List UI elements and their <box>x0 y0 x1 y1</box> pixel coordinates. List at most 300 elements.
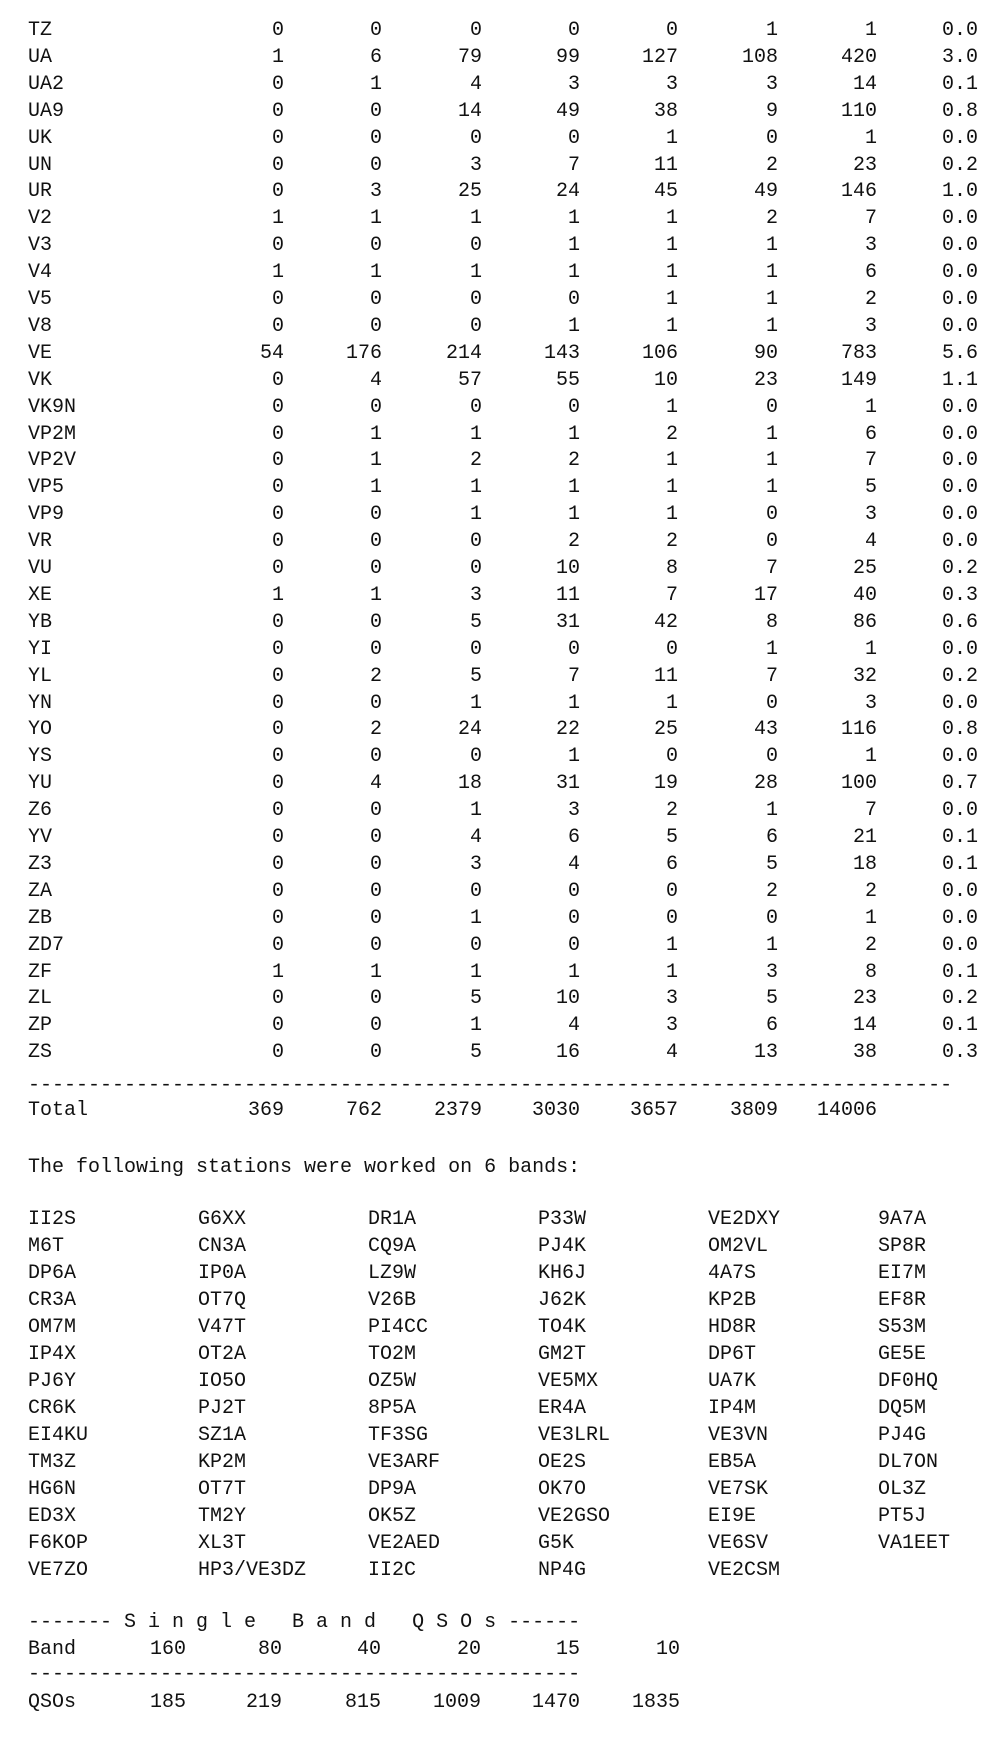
value-cell: 0 <box>271 718 284 742</box>
value-cell: 0 <box>369 852 382 876</box>
value-cell: 23 <box>753 368 778 392</box>
value-cell: 1 <box>864 126 877 150</box>
value-cell: 2 <box>665 799 678 823</box>
prefix-cell: VP5 <box>28 476 65 500</box>
value-cell: 3 <box>469 153 482 177</box>
value-cell: 0 <box>369 906 382 930</box>
callsign: II2C <box>368 1559 417 1582</box>
value-cell: 0 <box>271 476 284 500</box>
callsign: 4A7S <box>708 1262 757 1285</box>
value-cell: 10 <box>555 987 580 1011</box>
qsos-label: QSOs <box>28 1691 77 1714</box>
value-cell: 0.0 <box>941 503 978 527</box>
callsign: LZ9W <box>368 1262 417 1285</box>
callsign: PT5J <box>878 1505 927 1528</box>
prefix-cell: YS <box>28 745 53 769</box>
prefix-cell: Z6 <box>28 799 53 823</box>
value-cell: 23 <box>852 153 877 177</box>
value-cell: 2 <box>369 718 382 742</box>
callsign: DP6T <box>708 1343 757 1366</box>
table-row <box>0 368 1000 394</box>
value-cell: 10 <box>555 557 580 580</box>
value-cell: 0 <box>469 288 482 311</box>
value-cell: 1 <box>567 422 580 446</box>
callsign: ED3X <box>28 1505 77 1528</box>
value-cell: 420 <box>840 45 877 69</box>
value-cell: 1 <box>864 745 877 769</box>
value-cell: 0.0 <box>941 745 978 769</box>
prefix-cell: VP2V <box>28 449 77 473</box>
callsign: IP4M <box>708 1397 757 1420</box>
value-cell: 0 <box>369 1041 382 1065</box>
value-cell: 4 <box>469 826 482 849</box>
value-cell: 0 <box>567 637 580 661</box>
callsign: CR6K <box>28 1397 77 1420</box>
prefix-cell: ZP <box>28 1014 53 1038</box>
callsign: CQ9A <box>368 1235 417 1258</box>
value-cell: 0 <box>765 530 778 554</box>
band-value: 20 <box>456 1638 481 1661</box>
value-cell: 2 <box>864 933 877 957</box>
qsos-row <box>0 1690 1000 1716</box>
value-cell: 0 <box>765 691 778 715</box>
table-row <box>0 287 1000 313</box>
prefix-cell: ZA <box>28 879 53 903</box>
value-cell: 0 <box>369 637 382 661</box>
value-cell: 1 <box>765 637 778 661</box>
value-cell: 1 <box>271 583 284 607</box>
value-cell: 1.1 <box>941 368 978 392</box>
value-cell: 0.0 <box>941 476 978 500</box>
value-cell: 3 <box>864 234 877 258</box>
callsign: IO5O <box>198 1370 247 1393</box>
prefix-cell: YO <box>28 718 53 742</box>
value-cell: 3.0 <box>941 45 978 69</box>
value-cell: 127 <box>641 45 678 69</box>
band-value: 15 <box>555 1638 580 1661</box>
value-cell: 1 <box>665 126 678 150</box>
value-cell: 1 <box>469 207 482 231</box>
value-cell: 13 <box>753 1041 778 1065</box>
value-cell: 1 <box>765 314 778 338</box>
callsign: PJ4G <box>878 1424 927 1447</box>
prefix-cell: UR <box>28 180 53 204</box>
callsign: CN3A <box>198 1235 247 1258</box>
value-cell: 0 <box>369 799 382 823</box>
callsign: M6T <box>28 1235 65 1258</box>
callsign: DP9A <box>368 1478 417 1501</box>
callsign: SP8R <box>878 1235 927 1258</box>
table-row <box>0 852 1000 878</box>
value-cell: 1 <box>369 476 382 500</box>
table-row <box>0 960 1000 986</box>
value-cell: 16 <box>555 1041 580 1065</box>
value-cell: 6 <box>765 826 778 849</box>
value-cell: 1 <box>765 261 778 285</box>
value-cell: 0 <box>469 530 482 554</box>
six-band-heading: The following stations were worked on 6 bands: <box>28 1156 581 1179</box>
value-cell: 149 <box>840 368 877 392</box>
prefix-cell: UA9 <box>28 99 65 123</box>
table-row <box>0 583 1000 609</box>
value-cell: 0 <box>369 610 382 634</box>
value-cell: 7 <box>864 799 877 823</box>
value-cell: 0 <box>469 19 482 42</box>
value-cell: 0.0 <box>941 799 978 823</box>
callsign: EI9E <box>708 1505 757 1528</box>
callsign: OK5Z <box>368 1505 417 1528</box>
value-cell: 3 <box>567 799 580 823</box>
value-cell: 7 <box>864 449 877 473</box>
callsign: VE7SK <box>708 1478 769 1501</box>
value-cell: 7 <box>765 664 778 688</box>
prefix-cell: UA <box>28 45 53 69</box>
value-cell: 0.0 <box>941 126 978 150</box>
value-cell: 1 <box>765 422 778 446</box>
value-cell: 1 <box>665 288 678 311</box>
value-cell: 0 <box>271 19 284 42</box>
value-cell: 1 <box>665 476 678 500</box>
value-cell: 1 <box>469 503 482 527</box>
total-value: 3030 <box>531 1099 580 1122</box>
value-cell: 86 <box>852 610 877 634</box>
value-cell: 7 <box>864 207 877 231</box>
value-cell: 2 <box>665 530 678 554</box>
callsign: ER4A <box>538 1397 587 1420</box>
value-cell: 1 <box>864 395 877 419</box>
value-cell: 0.2 <box>941 153 978 177</box>
value-cell: 3 <box>469 583 482 607</box>
total-value: 2379 <box>433 1099 482 1122</box>
prefix-cell: ZD7 <box>28 933 65 957</box>
value-cell: 0.0 <box>941 879 978 903</box>
prefix-cell: ZF <box>28 960 53 984</box>
value-cell: 214 <box>445 341 482 365</box>
value-cell: 5.6 <box>941 341 978 365</box>
table-row <box>0 879 1000 905</box>
prefix-cell: ZB <box>28 906 53 930</box>
value-cell: 0 <box>469 745 482 769</box>
value-cell: 8 <box>665 557 678 580</box>
table-row <box>0 395 1000 421</box>
value-cell: 0.0 <box>941 449 978 473</box>
value-cell: 0 <box>665 906 678 930</box>
prefix-cell: V5 <box>28 288 53 311</box>
value-cell: 11 <box>653 153 678 177</box>
value-cell: 0 <box>765 395 778 419</box>
callsign: OZ5W <box>368 1370 417 1393</box>
value-cell: 1 <box>567 745 580 769</box>
value-cell: 3 <box>665 1014 678 1038</box>
callsign: EF8R <box>878 1289 927 1312</box>
value-cell: 11 <box>555 583 580 607</box>
total-value: 3809 <box>729 1099 778 1122</box>
value-cell: 0 <box>271 72 284 96</box>
value-cell: 18 <box>852 852 877 876</box>
value-cell: 0 <box>369 19 382 42</box>
callsign: TM3Z <box>28 1451 77 1474</box>
value-cell: 0 <box>665 19 678 42</box>
value-cell: 25 <box>457 180 482 204</box>
callsign: KH6J <box>538 1262 587 1285</box>
value-cell: 57 <box>457 368 482 392</box>
value-cell: 1 <box>765 288 778 311</box>
value-cell: 8 <box>864 960 877 984</box>
value-cell: 0 <box>665 637 678 661</box>
value-cell: 0 <box>271 637 284 661</box>
value-cell: 0 <box>271 826 284 849</box>
value-cell: 0 <box>271 799 284 823</box>
value-cell: 24 <box>457 718 482 742</box>
value-cell: 0.8 <box>941 99 978 123</box>
value-cell: 0 <box>369 557 382 580</box>
value-cell: 1 <box>665 234 678 258</box>
value-cell: 9 <box>765 99 778 123</box>
value-cell: 7 <box>567 153 580 177</box>
value-cell: 0 <box>271 745 284 769</box>
value-cell: 0 <box>369 691 382 715</box>
value-cell: 1 <box>567 960 580 984</box>
callsign: TM2Y <box>198 1505 247 1528</box>
value-cell: 1 <box>469 906 482 930</box>
value-cell: 38 <box>852 1041 877 1065</box>
callsign: VE2GSO <box>538 1505 611 1528</box>
prefix-cell: UA2 <box>28 72 65 96</box>
value-cell: 0 <box>567 126 580 150</box>
value-cell: 3 <box>765 72 778 96</box>
value-cell: 2 <box>469 449 482 473</box>
callsign: PJ4K <box>538 1235 587 1258</box>
qso-value: 815 <box>344 1691 381 1714</box>
value-cell: 1 <box>765 799 778 823</box>
value-cell: 43 <box>753 718 778 742</box>
callsign: NP4G <box>538 1559 587 1582</box>
value-cell: 2 <box>567 449 580 473</box>
table-row <box>0 664 1000 690</box>
callsign: G6XX <box>198 1208 247 1231</box>
value-cell: 0 <box>271 530 284 554</box>
prefix-cell: VK <box>28 368 53 392</box>
total-value: 14006 <box>816 1099 877 1122</box>
value-cell: 146 <box>840 180 877 204</box>
prefix-cell: ZL <box>28 987 53 1011</box>
callsign: KP2B <box>708 1289 757 1312</box>
value-cell: 54 <box>259 341 284 365</box>
value-cell: 0 <box>369 530 382 554</box>
table-row <box>0 99 1000 125</box>
callsign: PJ6Y <box>28 1370 77 1393</box>
value-cell: 45 <box>653 180 678 204</box>
value-cell: 1 <box>469 960 482 984</box>
callsign: F6KOP <box>28 1532 89 1555</box>
value-cell: 3 <box>567 72 580 96</box>
single-band-title-row <box>0 1610 1000 1636</box>
value-cell: 0 <box>369 879 382 903</box>
callsign: GE5E <box>878 1343 927 1366</box>
value-cell: 1 <box>567 234 580 258</box>
table-row <box>0 179 1000 205</box>
value-cell: 5 <box>469 664 482 688</box>
value-cell: 0 <box>369 126 382 150</box>
callsign: V26B <box>368 1289 417 1312</box>
value-cell: 108 <box>741 45 778 69</box>
value-cell: 116 <box>840 718 877 742</box>
value-cell: 0 <box>271 879 284 903</box>
value-cell: 40 <box>852 583 877 607</box>
band-row <box>0 1637 1000 1663</box>
callsign: OT7Q <box>198 1289 247 1312</box>
value-cell: 0.0 <box>941 207 978 231</box>
value-cell: 1 <box>369 960 382 984</box>
callsign: PJ2T <box>198 1397 247 1420</box>
value-cell: 8 <box>765 610 778 634</box>
value-cell: 0.7 <box>941 772 978 796</box>
callsign: OM2VL <box>708 1235 769 1258</box>
value-cell: 0 <box>469 637 482 661</box>
callsign: VE5MX <box>538 1370 599 1393</box>
value-cell: 25 <box>653 718 678 742</box>
qso-value: 1835 <box>631 1691 680 1714</box>
value-cell: 0 <box>271 422 284 446</box>
value-cell: 7 <box>567 664 580 688</box>
callsign: EI7M <box>878 1262 927 1285</box>
value-cell: 4 <box>567 852 580 876</box>
value-cell: 3 <box>765 960 778 984</box>
value-cell: 5 <box>765 852 778 876</box>
callsign: 8P5A <box>368 1397 417 1420</box>
value-cell: 5 <box>765 987 778 1011</box>
value-cell: 49 <box>753 180 778 204</box>
table-row <box>0 825 1000 851</box>
callsign: IP4X <box>28 1343 77 1366</box>
callsign: II2S <box>28 1208 77 1231</box>
value-cell: 1 <box>665 207 678 231</box>
prefix-cell: VR <box>28 530 53 554</box>
single-band-title: ------- S i n g l e B a n d Q S O s ------ <box>28 1611 581 1634</box>
total-value: 3657 <box>629 1099 678 1122</box>
value-cell: 0.2 <box>941 987 978 1011</box>
table-row <box>0 314 1000 340</box>
value-cell: 4 <box>369 772 382 796</box>
callsign: EB5A <box>708 1451 757 1474</box>
value-cell: 14 <box>457 99 482 123</box>
value-cell: 2 <box>369 664 382 688</box>
value-cell: 1 <box>567 207 580 231</box>
value-cell: 0 <box>765 745 778 769</box>
total-label: Total <box>28 1099 89 1122</box>
value-cell: 0.1 <box>941 72 978 96</box>
value-cell: 1 <box>665 933 678 957</box>
value-cell: 5 <box>665 826 678 849</box>
value-cell: 0 <box>369 99 382 123</box>
table-row <box>0 933 1000 959</box>
value-cell: 0 <box>271 449 284 473</box>
value-cell: 2 <box>864 879 877 903</box>
value-cell: 1 <box>469 476 482 500</box>
table-row <box>0 126 1000 152</box>
qso-value: 1470 <box>531 1691 580 1714</box>
callsign: VE3VN <box>708 1424 769 1447</box>
value-cell: 0 <box>469 879 482 903</box>
single-band-separator: ---------------------------------------------- <box>28 1663 581 1686</box>
value-cell: 0 <box>369 503 382 527</box>
value-cell: 0.1 <box>941 1014 978 1038</box>
value-cell: 106 <box>641 341 678 365</box>
value-cell: 6 <box>864 261 877 285</box>
value-cell: 100 <box>840 772 877 796</box>
band-value: 10 <box>655 1638 680 1661</box>
table-row <box>0 206 1000 232</box>
value-cell: 0 <box>271 126 284 150</box>
value-cell: 19 <box>653 772 678 796</box>
callsign: IP0A <box>198 1262 247 1285</box>
value-cell: 0.0 <box>941 261 978 285</box>
callsign: V47T <box>198 1316 247 1339</box>
prefix-cell: XE <box>28 583 53 607</box>
table-row <box>0 610 1000 636</box>
value-cell: 0 <box>271 314 284 338</box>
value-cell: 4 <box>469 72 482 96</box>
value-cell: 783 <box>840 341 877 365</box>
value-cell: 31 <box>555 772 580 796</box>
value-cell: 0.0 <box>941 288 978 311</box>
value-cell: 0.0 <box>941 691 978 715</box>
callsign: OM7M <box>28 1316 77 1339</box>
value-cell: 1 <box>567 691 580 715</box>
value-cell: 1 <box>369 261 382 285</box>
value-cell: 1.0 <box>941 180 978 204</box>
table-row <box>0 986 1000 1012</box>
callsign: 9A7A <box>878 1208 927 1231</box>
callsign: G5K <box>538 1532 575 1555</box>
callsign: HG6N <box>28 1478 77 1501</box>
prefix-cell: V2 <box>28 207 53 231</box>
table-row <box>0 341 1000 367</box>
qso-value: 1009 <box>432 1691 481 1714</box>
value-cell: 0 <box>567 879 580 903</box>
prefix-cell: V3 <box>28 234 53 258</box>
value-cell: 1 <box>864 906 877 930</box>
value-cell: 0 <box>369 395 382 419</box>
value-cell: 0.1 <box>941 852 978 876</box>
value-cell: 1 <box>665 960 678 984</box>
value-cell: 23 <box>852 987 877 1011</box>
value-cell: 0 <box>765 126 778 150</box>
value-cell: 1 <box>567 503 580 527</box>
table-row <box>0 556 1000 582</box>
value-cell: 7 <box>665 583 678 607</box>
value-cell: 0 <box>469 557 482 580</box>
value-cell: 1 <box>369 207 382 231</box>
value-cell: 32 <box>852 664 877 688</box>
value-cell: 0 <box>369 745 382 769</box>
value-cell: 0 <box>271 664 284 688</box>
value-cell: 0 <box>369 933 382 957</box>
callsign: EI4KU <box>28 1424 89 1447</box>
value-cell: 17 <box>753 583 778 607</box>
qso-value: 219 <box>245 1691 282 1714</box>
value-cell: 1 <box>369 583 382 607</box>
value-cell: 0 <box>469 933 482 957</box>
prefix-cell: VE <box>28 341 53 365</box>
total-value: 369 <box>247 1099 284 1122</box>
value-cell: 1 <box>469 1014 482 1038</box>
value-cell: 2 <box>765 879 778 903</box>
prefix-cell: UN <box>28 153 53 177</box>
callsign: VE7ZO <box>28 1559 89 1582</box>
callsign: PI4CC <box>368 1316 429 1339</box>
value-cell: 143 <box>543 341 580 365</box>
